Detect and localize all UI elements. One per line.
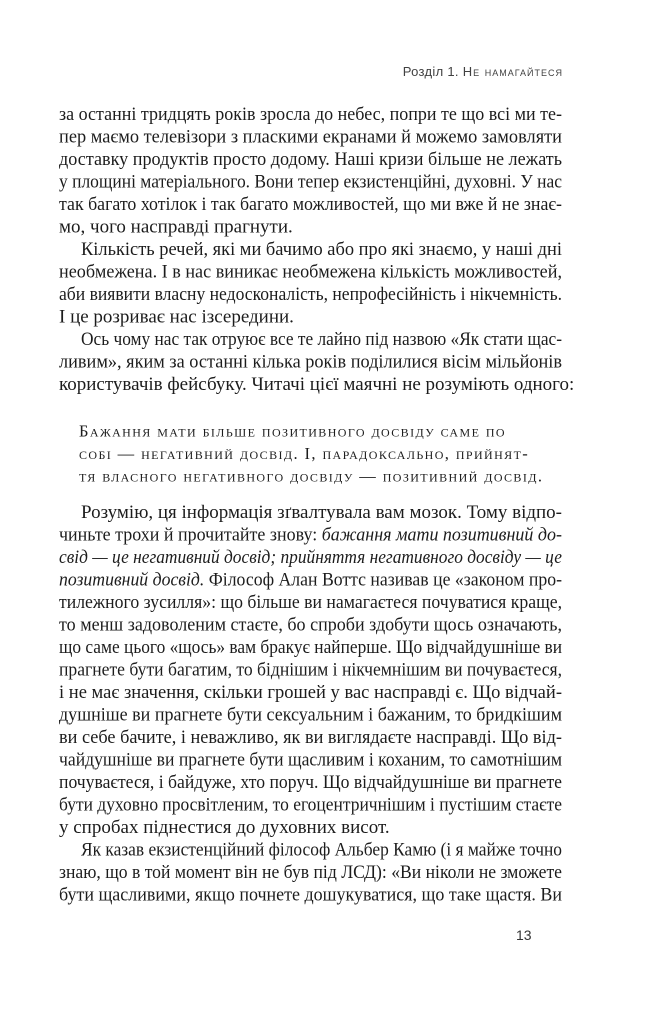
body-line: бути щасливими, якщо почнете дошукуватися, що таке щастя. Ви	[59, 884, 562, 906]
body-line: необмежена. І в нас виникає необмежена кількість можливостей,	[59, 261, 562, 283]
body-line: мо, чого насправді прагнути.	[59, 216, 293, 238]
body-line: Як казав екзистенційний філософ Альбер Камю (і я майже точно	[81, 839, 562, 861]
quote-line: собі — негативний досвід. І, парадоксально, прийнят-	[79, 444, 530, 463]
body-line: за останні тридцять років зросла до небес, попри те що всі ми те-	[59, 104, 562, 125]
body-line: доставку продуктів просто додому. Наші кризи більше не лежать	[59, 149, 563, 170]
body-line: користувачів фейсбуку. Читачі цієї маячні не розуміють одного:	[59, 374, 575, 395]
chapter-number: Розділ 1.	[402, 64, 463, 79]
body-line: позитивний досвід. Філософ Алан Воттс називав це «законом про-	[59, 569, 588, 591]
body-line: тилежного зусилля»: що більше ви намагаєтеся почуватися краще,	[59, 592, 562, 613]
body-line: свід — це негативний досвід; прийняття негативного досвіду — це	[59, 547, 562, 568]
body-line: Кількість речей, які ми бачимо або про які знаємо, у наші дні	[81, 239, 562, 260]
body-line: прагнете бути багатим, то біднішим і нікчемнішим ви почуваєтеся,	[59, 659, 562, 681]
body-line: почуваєтеся, і байдуже, хто поруч. Що відчайдушніше ви прагнете	[59, 772, 562, 793]
body-line: ви себе бачите, і неважливо, як ви виглядаєте насправді. Що від-	[59, 727, 562, 748]
body-line: чайдушніше ви прагнете бути щасливим і коханим, то самотнішим	[59, 749, 562, 771]
body-line: то менш задоволеним стаєте, бо спроби здобути щось означають,	[59, 614, 562, 636]
body-line: ливим», яким за останні кілька років поділилися вісім мільйонів	[59, 351, 563, 373]
body-line: пер маємо телевізори з пласкими екранами й можемо замовляти	[59, 126, 562, 148]
body-line: душніше ви прагнете бути сексуальним і бажаним, то бридкішим	[59, 704, 562, 726]
body-line: і не має значення, скільки грошей у вас насправді є. Що відчай-	[59, 682, 562, 703]
body-line: у площині матеріального. Вони тепер екзистенційні, духовні. У нас	[59, 171, 562, 193]
body-line: у спробах піднестися до духовних висот.	[59, 817, 390, 838]
body-line: аби виявити власну недосконалість, непрофесійність і нікчемність.	[59, 284, 562, 305]
body-line: так багато хотілок і так багато можливостей, що ми вже й не знає-	[59, 194, 562, 215]
page-number: 13	[516, 927, 532, 943]
body-line: І це розриває нас ізсередини.	[59, 306, 294, 328]
body-line: знаю, що в той момент він не був під ЛСД): «Ви ніколи не зможете	[59, 862, 562, 883]
body-line: Розумію, ця інформація зґвалтувала вам мозок. Тому відпо-	[81, 502, 562, 523]
body-line: Ось чому нас так отруює все те лайно під назвою «Як стати щас-	[81, 329, 562, 350]
chapter-title: Не намагайтеся	[462, 64, 563, 79]
quote-line: Бажання мати більше позитивного досвіду саме по	[79, 421, 506, 441]
quote-line: тя власного негативного досвіду — позитивний досвід.	[79, 466, 544, 486]
body-line: що саме цього «щось» вам бракує найперше. Що відчайдушніше ви	[59, 637, 562, 658]
body-line: чиньте трохи й прочитайте знову: бажання мати позитивний до-	[59, 524, 576, 546]
body-line: бути духовно просвітленим, то егоцентричнішим і пустішим стаєте	[59, 794, 562, 816]
